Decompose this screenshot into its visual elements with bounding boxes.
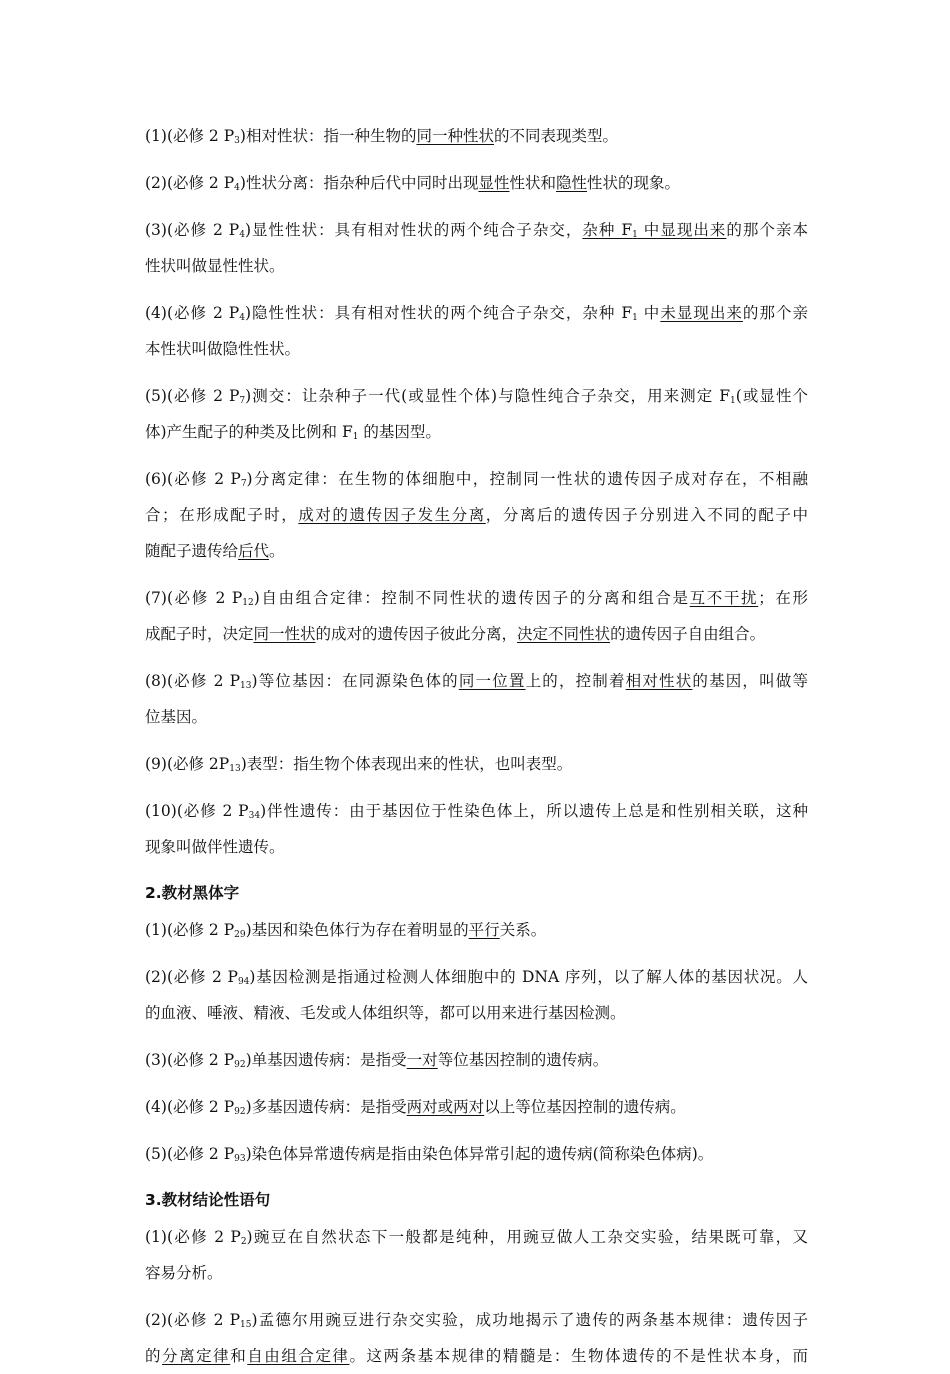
line: 的血液、唾液、精液、毛发或人体组织等，都可以用来进行基因检测。: [145, 1004, 626, 1022]
key-term: 决定不同性状: [517, 625, 611, 643]
definition-1: [145, 118, 808, 154]
key-term: 同一种性状: [416, 127, 494, 145]
line: 本性状叫做隐性性状。: [145, 340, 301, 358]
key-term: 同一性状: [253, 625, 316, 643]
definition-4: [145, 295, 808, 367]
line: (1)(必修 2 $P_2$)豌豆在自然状态下一般都是纯种，用豌豆做人工杂交实验，结果既可靠，又: [145, 1228, 808, 1247]
line: (1)(必修 2 $P_{29}$)基因和染色体行为存在着明显的平行关系。: [145, 921, 547, 940]
line: (4)(必修 2 $P_{92}$)多基因遗传病：是指受两对或两对以上等位基因控制的遗传病。: [145, 1098, 686, 1117]
definition-7: [145, 580, 808, 652]
definition-6: [145, 461, 808, 569]
line: 随配子遗传给后代。: [145, 542, 285, 560]
line: (5)(必修 2 $P_7$)测交：让杂种子一代(或显性个体)与隐性纯合子杂交，用来测定 $F_1$(或显性个: [145, 387, 808, 406]
definition-5: [145, 378, 808, 450]
key-term: 同一位置: [458, 672, 526, 690]
section-heading-conclusions: 3.教材结论性语句: [145, 1191, 271, 1209]
bold-item-2: [145, 959, 808, 1031]
line: (3)(必修 2 $P_{92}$)单基因遗传病：是指受一对等位基因控制的遗传病。: [145, 1051, 609, 1070]
key-term: 后代: [238, 542, 270, 560]
line: 位基因。: [145, 708, 208, 726]
line: (4)(必修 2 $P_4$)隐性性状：具有相对性状的两个纯合子杂交，杂种 $F_1$ 中未显现出来的那个亲: [145, 304, 808, 323]
line: (7)(必修 2 $P_{12}$)自由组合定律：控制不同性状的遗传因子的分离和组合是互不干扰；在形: [145, 589, 808, 608]
line: 体)产生配子的种类及比例和 $F_1$ 的基因型。: [145, 423, 441, 442]
definition-3: [145, 212, 808, 284]
bold-item-4: [145, 1089, 808, 1125]
key-term: 一对: [406, 1051, 438, 1069]
line: 的分离定律和自由组合定律。这两条基本规律的精髓是：生物体遗传的不是性状本身，而: [145, 1347, 808, 1365]
key-term: 未显现出来: [660, 304, 743, 322]
key-term: 显性: [478, 174, 510, 192]
key-term: 分离定律: [162, 1347, 231, 1365]
bold-item-3: [145, 1042, 808, 1078]
bold-item-1: [145, 912, 808, 948]
line: 成配子时，决定同一性状的成对的遗传因子彼此分离，决定不同性状的遗传因子自由组合。: [145, 625, 766, 643]
bold-item-5: [145, 1136, 808, 1172]
key-term: 相对性状: [625, 672, 693, 690]
key-term: 互不干扰: [689, 589, 759, 607]
line: 合；在形成配子时，成对的遗传因子发生分离，分离后的遗传因子分别进入不同的配子中: [145, 506, 808, 524]
line: (5)(必修 2 $P_{93}$)染色体异常遗传病是指由染色体异常引起的遗传病(简称染色体病)。: [145, 1145, 714, 1164]
line: (3)(必修 2 $P_4$)显性性状：具有相对性状的两个纯合子杂交，杂种 $F_1$ 中显现出来的那个亲本: [145, 221, 808, 240]
line: (2)(必修 2 $P_{94}$)基因检测是指通过检测人体细胞中的 DNA 序列，以了解人体的基因状况。人: [145, 968, 808, 987]
line: 性状叫做显性性状。: [145, 257, 285, 275]
line: (6)(必修 2 $P_7$)分离定律：在生物的体细胞中，控制同一性状的遗传因子成对存在，不相融: [145, 470, 808, 489]
conclusion-item-1: [145, 1219, 808, 1291]
line: (1)(必修 2 $P_3$)相对性状：指一种生物的同一种性状的不同表现类型。: [145, 127, 618, 146]
definition-8: [145, 663, 808, 735]
section-heading-bold-text: 2.教材黑体字: [145, 884, 240, 902]
line: (10)(必修 2 $P_{34}$)伴性遗传：由于基因位于性染色体上，所以遗传上总是和性别相关联，这种: [145, 802, 808, 821]
key-term: 隐性: [555, 174, 587, 192]
definition-10: [145, 793, 808, 865]
key-term: 自由组合定律: [247, 1347, 350, 1365]
line: 现象叫做伴性遗传。: [145, 838, 285, 856]
key-term: 两对或两对: [406, 1098, 485, 1116]
key-term: 成对的遗传因子发生分离: [298, 506, 486, 524]
key-term: 杂种 $F_1$ 中显现出来: [582, 221, 727, 240]
key-term: 平行: [468, 921, 500, 939]
line: (2)(必修 2 $P_4$)性状分离：指杂种后代中同时出现显性性状和隐性性状的现象。: [145, 174, 681, 193]
line: (8)(必修 2 $P_{13}$)等位基因：在同源染色体的同一位置上的，控制着相对性状的基因，叫做等: [145, 672, 808, 691]
definition-9: [145, 746, 808, 782]
conclusion-item-2: [145, 1302, 808, 1374]
line: (2)(必修 2 $P_{15}$)孟德尔用豌豆进行杂交实验，成功地揭示了遗传的两条基本规律：遗传因子: [145, 1311, 808, 1330]
line: (9)(必修 $2P_{13}$)表型：指生物个体表现出来的性状，也叫表型。: [145, 755, 573, 774]
line: 容易分析。: [145, 1264, 223, 1282]
definition-2: [145, 165, 808, 201]
